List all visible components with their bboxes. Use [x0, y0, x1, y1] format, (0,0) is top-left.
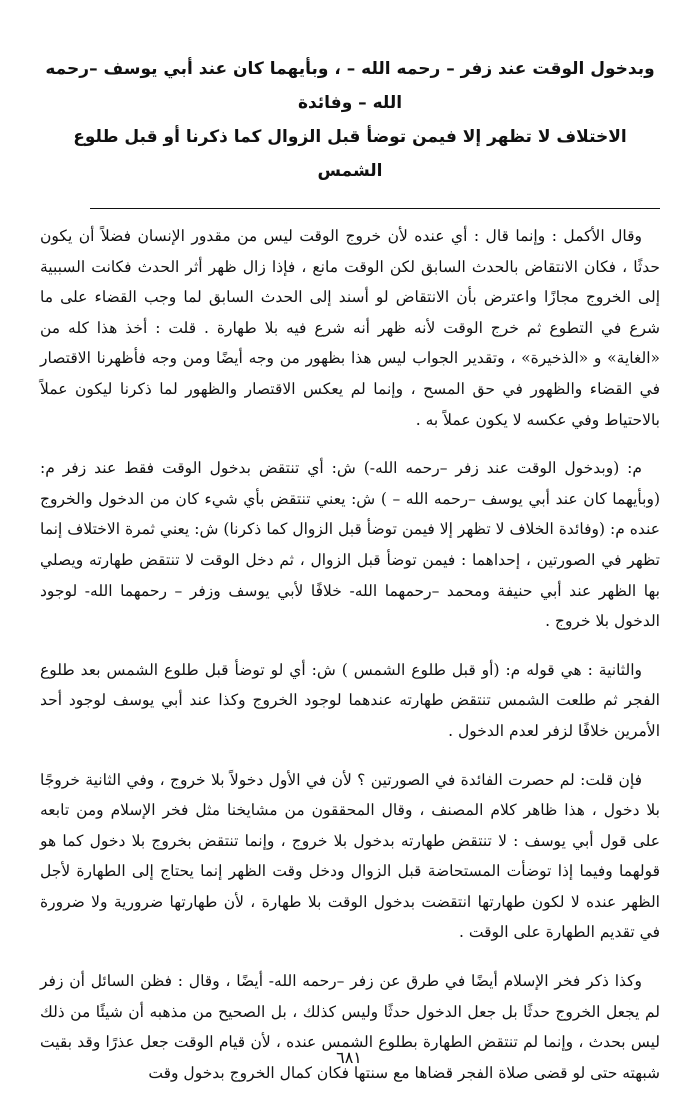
paragraph-2	[40, 453, 660, 637]
paragraph-4	[40, 765, 660, 949]
paragraph-3-text: والثانية : هي قوله م: (أو قبل طلوع الشمس ) ش: أي لو توضأ قبل طلوع الشمس بعد طلوع الفجر ثم طلعت الشمس تنتقض طهارته عندهما لوجود الخروج وكذا عند أبي يوسف لوجود أحد الأمرين خلافًا لزفر لعدم الدخول .	[40, 660, 660, 740]
header-line-1: وبدخول الوقت عند زفر – رحمه الله – ، وبأيهما كان عند أبي يوسف –رحمه الله – وفائدة	[45, 59, 655, 113]
paragraph-3	[40, 655, 660, 747]
header-line-2: الاختلاف لا تظهر إلا فيمن توضأ قبل الزوال كما ذكرنا أو قبل طلوع الشمس	[73, 127, 627, 181]
paragraph-5	[40, 966, 660, 1088]
page-number: ٦٨١	[336, 1048, 362, 1067]
paragraph-1	[40, 221, 660, 435]
paragraph-5-text: وكذا ذكر فخر الإسلام أيضًا في طرق عن زفر –رحمه الله- أيضًا ، وقال : فظن السائل أن زفر لم يجعل الخروج حدثًا بل جعل الدخول حدثًا وليس كذلك ، بل الصحيح من مذهبه أن شيئًا من ذلك ليس بحدث ، وإنما لم تنتقض الطهارة بطلوع الشمس عنده ، لأن قيام الوقت جعل عذرًا وقد بقيت شبهته حتى لو قضى صلاة الفجر قضاها مع سنتها فكان كمال الخروج بدخول وقت	[40, 972, 660, 1082]
page-body	[40, 52, 660, 1106]
paragraph-2-text: م: (وبدخول الوقت عند زفر –رحمه الله-) ش: أي تنتقض بدخول الوقت فقط عند زفر م: (وبأيهما كان عند أبي يوسف –رحمه الله – ) ش: يعني تنتقض بأي شيء كان من الدخول والخروج عنده م: (وفائدة الخلاف لا تظهر إلا فيمن توضأ قبل الزوال كما ذكرنا) ش: يعني ثمرة الاختلاف إنما تظهر في الصورتين ، إحداهما : فيمن توضأ قبل الزوال ، ثم دخل الوقت لا تنتقض طهارته ويصلي بها الظهر عند أبي حنيفة ومحمد –رحمهما الله- خلافًا لأبي يوسف وزفر – رحمهما الله- لوجود الدخول بلا خروج .	[40, 459, 661, 631]
matn-header	[40, 52, 660, 188]
separator-rule	[90, 208, 660, 209]
paragraph-1-text: وقال الأكمل : وإنما قال : أي عنده لأن خروج الوقت ليس من مقدور الإنسان فضلاً أن يكون حدثًا ، فكان الانتقاض بالحدث السابق لكن الوقت مانع ، فإذا زال ظهر أثر الحدث فكانت السببية إلى الخروج مجازًا واعترض بأن الانتقاض لو أسند إلى الحدث السابق لما وجب القضاء على ما شرع في التطوع ثم خرج الوقت لأنه ظهر أنه شرع فيه بلا طهارة . قلت : أخذ هذا كله من «الغاية» و «الذخيرة» ، وتقدير الجواب ليس هذا بظهور من وجه أيضًا ومن وجه فأظهرنا الاقتصار في القضاء والظهور في حق المسح ، وإنما لم يعكس الاقتصار والظهور لما ذكرنا ليكون عملاً بالاحتياط وفي عكسه لا يكون عملاً به .	[40, 227, 660, 429]
paragraph-4-text: فإن قلت: لم حصرت الفائدة في الصورتين ؟ لأن في الأول دخولاً بلا خروج ، وفي الثانية خروجًا بلا دخول ، هذا ظاهر كلام المصنف ، وقال المحققون من مشايخنا مثل فخر الإسلام ومن تابعه على قول أبي يوسف : لا تنتقض طهارته بدخول بلا خروج ، وإنما تنتقض بخروج بلا دخول كما هو قولهما وفيما إذا توضأت المستحاضة قبل الزوال ودخل وقت الظهر إنما يحتاج إلى الطهارة لأجل الظهر عنده لا لكون طهارتها انتقضت بدخول الوقت بلا طهارة ، لأن طهارتها ضرورية ولا ضرورة في تقديم الطهارة على الوقت .	[40, 770, 660, 942]
